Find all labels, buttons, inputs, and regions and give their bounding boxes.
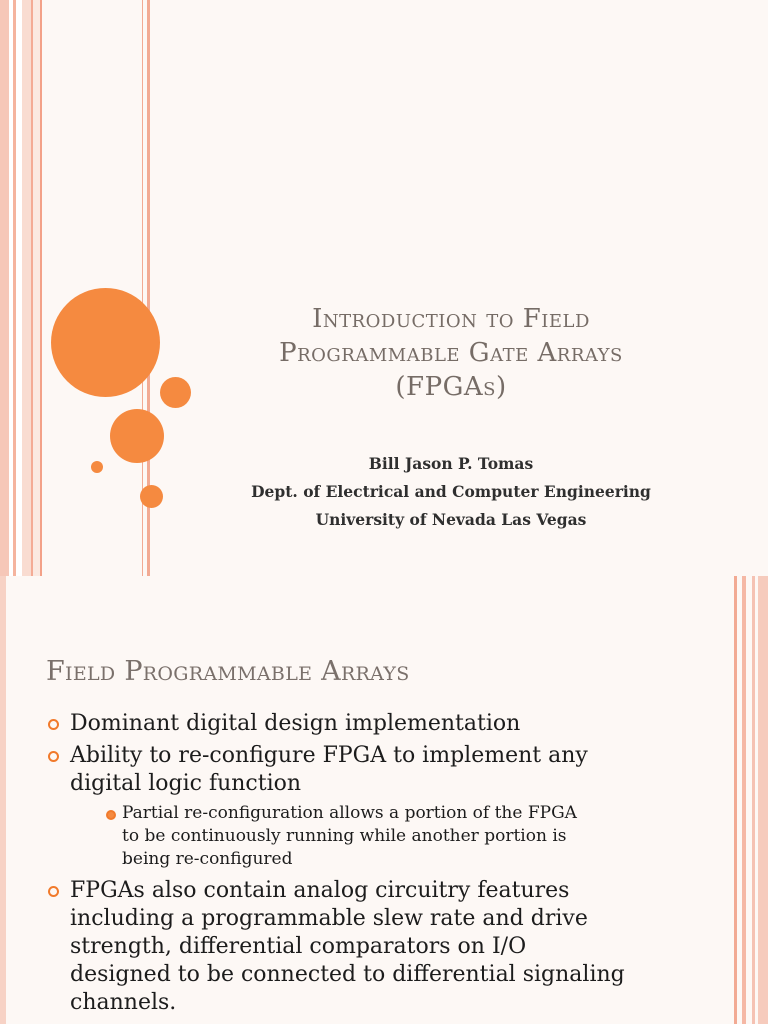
content-slide (0, 576, 768, 1024)
sub-bullet-item (98, 802, 726, 871)
title-line: Programmable Gate Arrays (279, 338, 623, 368)
author-department: Dept. of Electrical and Computer Engineering (251, 482, 651, 501)
bullet-text: including a programmable slew rate and drive (70, 906, 588, 931)
bullet-text: FPGAs also contain analog circuitry features (70, 878, 570, 903)
sub-bullet-text: to be continuously running while another portion is (122, 826, 567, 846)
bullet-list (46, 710, 726, 1021)
title-line: Introduction to Field (312, 304, 590, 334)
decorative-stripe (0, 0, 9, 576)
author-name: Bill Jason P. Tomas (368, 454, 534, 473)
bullet-text: Dominant digital design implementation (70, 711, 521, 736)
bullet-text: strength, differential comparators on I/O (70, 934, 527, 959)
decorative-circle (91, 461, 103, 473)
decorative-stripe (40, 0, 42, 576)
slide-heading: Field Programmable Arrays (46, 656, 410, 687)
decorative-stripe (734, 576, 737, 1024)
bullet-text: Ability to re-configure FPGA to implement any (70, 743, 588, 768)
decorative-circle (160, 377, 191, 408)
title-line: (FPGAs) (395, 372, 507, 402)
decorative-stripe (33, 0, 40, 576)
dot-bullet-icon (106, 810, 116, 820)
ring-bullet-icon (48, 751, 59, 762)
bullet-text: digital logic function (70, 771, 302, 796)
slide-title (190, 302, 712, 404)
ring-bullet-icon (48, 719, 59, 730)
decorative-circle (110, 409, 164, 463)
bullet-item (46, 877, 726, 1017)
sub-bullet-text: being re-configured (122, 849, 293, 869)
ring-bullet-icon (48, 886, 59, 897)
decorative-stripe (742, 576, 746, 1024)
author-university: University of Nevada Las Vegas (315, 510, 587, 529)
decorative-circle-large (51, 288, 160, 397)
decorative-stripe (752, 576, 755, 1024)
bullet-text: channels. (70, 990, 177, 1015)
decorative-stripe (0, 576, 6, 1024)
author-block (190, 450, 712, 534)
decorative-stripe (758, 576, 768, 1024)
bullet-text: designed to be connected to differential signaling (70, 962, 625, 987)
bullet-item (46, 742, 726, 871)
decorative-stripe (22, 0, 31, 576)
decorative-circle (140, 485, 163, 508)
sub-bullet-text: Partial re-configuration allows a portion of the FPGA (122, 803, 577, 823)
bullet-item (46, 710, 726, 738)
